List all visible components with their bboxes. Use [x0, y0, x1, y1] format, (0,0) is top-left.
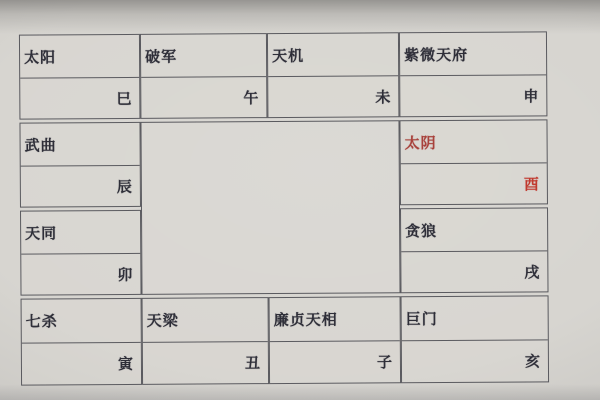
ziwei-chart-table: [19, 31, 549, 385]
branch-label: 卯: [117, 265, 133, 284]
branch-label: 戌: [524, 262, 540, 282]
branch-label: 申: [523, 86, 539, 106]
star-label: 七杀: [22, 299, 141, 344]
palace-yin: [21, 298, 143, 386]
palace-mao: [20, 210, 142, 296]
palace-xu: [400, 207, 549, 293]
branch-label: 巳: [116, 89, 132, 108]
center-empty-cell: [140, 120, 400, 295]
star-label: 太阴: [400, 120, 546, 164]
branch-label: 子: [376, 353, 392, 372]
palace-you: [399, 119, 548, 205]
star-label: 天同: [21, 211, 140, 255]
star-label: 武曲: [20, 123, 139, 167]
branch-label: 未: [375, 87, 391, 106]
palace-wei: [267, 32, 400, 118]
branch-label: 辰: [116, 177, 132, 196]
branch-label: 丑: [244, 354, 260, 373]
star-label: 天梁: [143, 298, 268, 343]
star-label: 太阳: [20, 35, 139, 79]
palace-chou: [142, 297, 270, 385]
palace-chen: [19, 122, 141, 208]
star-label: 天机: [268, 33, 398, 77]
branch-label: 酉: [523, 174, 539, 194]
star-label: 紫微天府: [400, 32, 546, 76]
branch-label: 寅: [117, 354, 134, 374]
palace-zi: [269, 296, 402, 384]
star-label: 廉贞天相: [270, 297, 400, 342]
palace-hai: [401, 295, 550, 383]
star-label: 贪狼: [401, 208, 547, 252]
star-label: 破军: [141, 34, 266, 78]
branch-label: 午: [243, 88, 259, 107]
branch-label: 亥: [524, 352, 540, 371]
palace-si: [19, 34, 141, 120]
palace-shen: [399, 31, 548, 117]
palace-wu: [140, 33, 268, 119]
star-label: 巨门: [402, 296, 548, 341]
